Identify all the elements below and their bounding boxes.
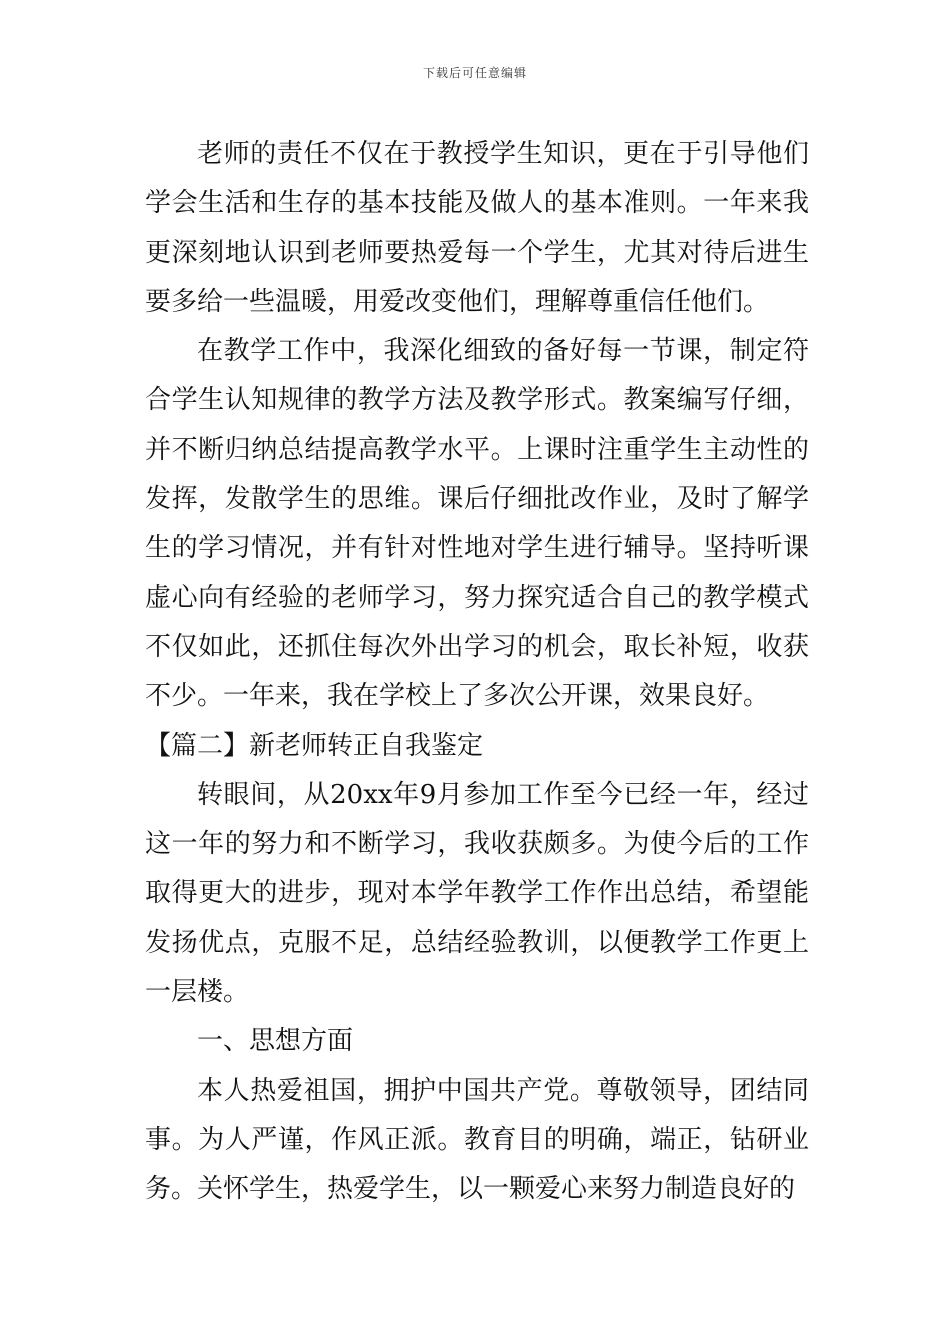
page-header-note: 下载后可任意编辑 <box>422 66 527 80</box>
section-title: 【篇二】新老师转正自我鉴定 <box>145 730 484 761</box>
subheading-ideology: 一、思想方面 <box>197 1026 354 1057</box>
paragraph-teaching-work: 在教学工作中，我深化细致的备好每一节课，制定符合学生认知规律的教学方法及教学形式。教案编写仔细，并不断归纳总结提高教学水平。上课时注重学生主动性的发挥，发散学生的思维。课后仔细批改作业，及时了解学生的学习情况，并有针对性地对学生进行辅导。坚持听课虚心向有经验的老师学习，努力探究适合自己的教学模式不仅如此，还抓住每次外出学习的机会，取长补短，收获不少。一年来，我在学校上了多次公开课，效果良好。 <box>145 336 809 712</box>
paragraph-intro-summary: 转眼间，从20xx年9月参加工作至今已经一年，经过这一年的努力和不断学习，我收获颇多。为使今后的工作取得更大的进步，现对本学年教学工作作出总结，希望能发扬优点，克服不足，总结经验教训，以便教学工作更上一层楼。 <box>145 779 809 1008</box>
document-body <box>145 130 809 1215</box>
paragraph-ideology: 本人热爱祖国，拥护中国共产党。尊敬领导，团结同事。为人严谨，作风正派。教育目的明确，端正，钻研业务。关怀学生，热爱学生，以一颗爱心来努力制造良好的 <box>145 1075 809 1205</box>
paragraph-teacher-responsibility: 老师的责任不仅在于教授学生知识，更在于引导他们学会生活和生存的基本技能及做人的基本准则。一年来我更深刻地认识到老师要热爱每一个学生，尤其对待后进生要多给一些温暖，用爱改变他们，理解尊重信任他们。 <box>145 139 809 317</box>
